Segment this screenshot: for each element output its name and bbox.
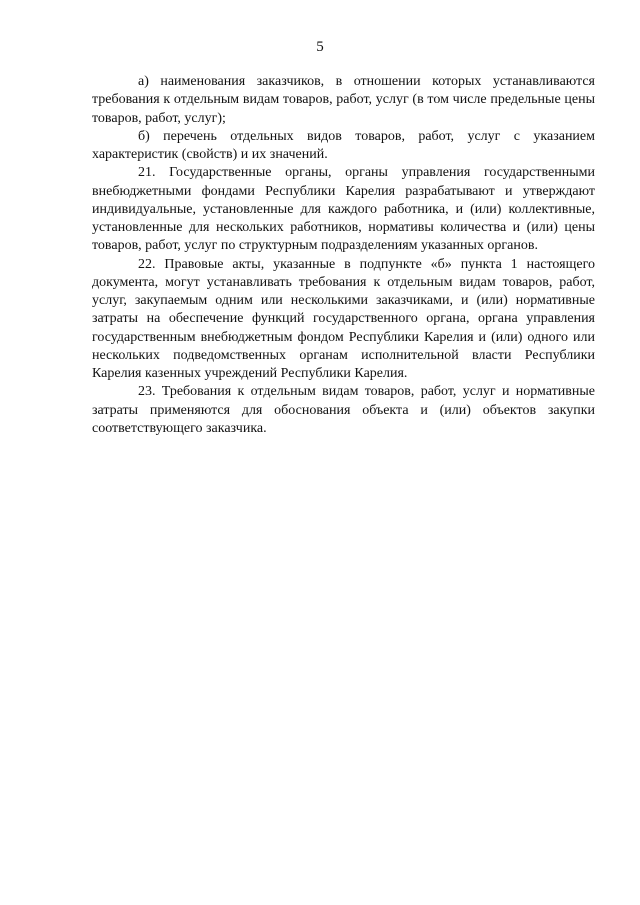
paragraph-clause-22: 22. Правовые акты, указанные в подпункте «б» пункта 1 настоящего документа, могут устанавливать требования к отдельным видам товаров, работ, услуг, закупаемым одним или несколькими заказчиками, и (или) нормативные затраты на обеспечение функций государственного органа, органа управления государственным внебюджетным фондом Республики Карелия и (или) одного или нескольких подведомственных органам исполнительной власти Республики Карелия казенных учреждений Республики Карелия.: [92, 256, 595, 381]
paragraph-clause-21: 21. Государственные органы, органы управления государственными внебюджетными фондами Республики Карелия разрабатывают и утверждают индивидуальные, установленные для каждого работника, и (или) коллективные, установленные для нескольких работников, нормативы количества и (или) цены товаров, работ, услуг по структурным подразделениям указанных органов.: [92, 165, 595, 254]
paragraph-item-a: а) наименования заказчиков, в отношении которых устанавливаются требования к отдельным видам товаров, работ, услуг (в том числе предельные цены товаров, работ, услуг);: [92, 74, 595, 126]
document-body: [92, 73, 595, 438]
paragraph-item-b: б) перечень отдельных видов товаров, работ, услуг с указанием характеристик (свойств) и их значений.: [92, 128, 595, 162]
page-number: 5: [316, 39, 324, 55]
paragraph-clause-23: 23. Требования к отдельным видам товаров, работ, услуг и нормативные затраты применяются для обоснования объекта и (или) объектов закупки соответствующего заказчика.: [92, 384, 595, 436]
